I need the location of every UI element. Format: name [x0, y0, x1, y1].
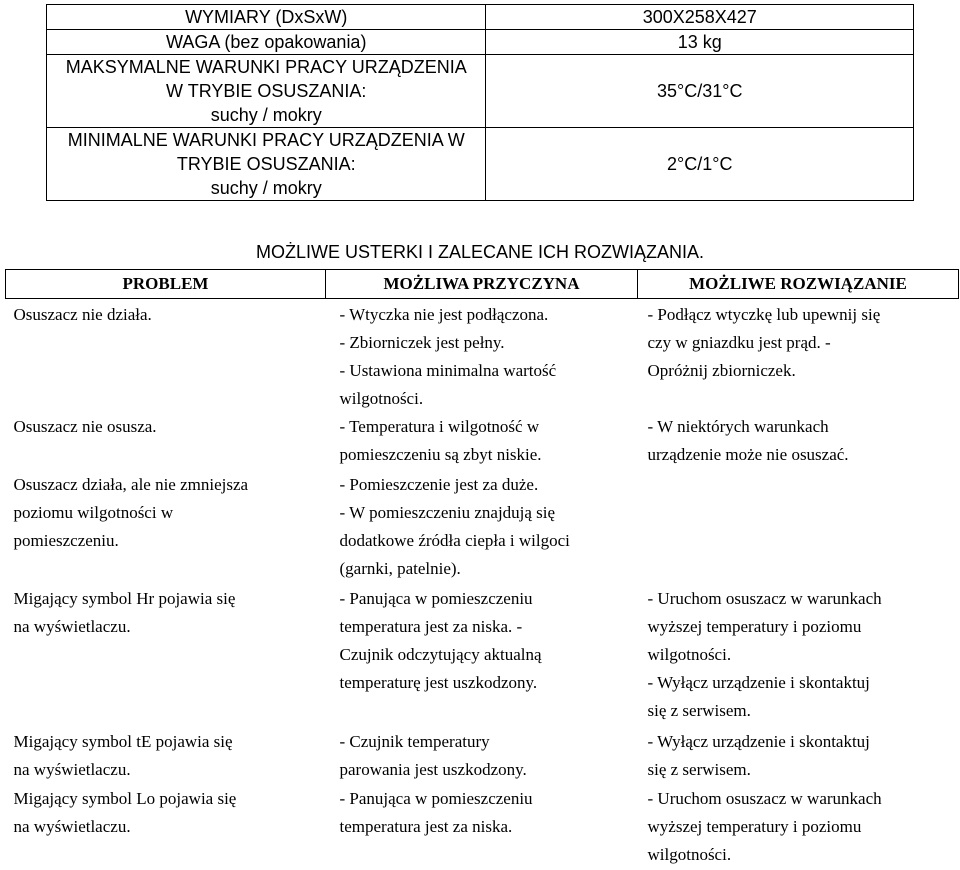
solution-cell: - Wyłącz urządzenie i skontaktuj się z serwisem. — [647, 732, 870, 779]
spec-label: WYMIARY (DxSxW) — [47, 5, 486, 30]
problem-cell: Osuszacz nie działa. — [13, 305, 152, 324]
cause-cell: - Panująca w pomieszczeniu temperatura jest za niska. — [339, 789, 533, 836]
problem-cell: Migający symbol Lo pojawia się na wyświetlaczu. — [13, 789, 237, 836]
problem-cell: Osuszacz nie osusza. — [13, 417, 157, 436]
solution-cell: - Uruchom osuszacz w warunkach wyższej temperatury i poziomu wilgotności. — [647, 789, 882, 864]
spec-label: MINIMALNE WARUNKI PRACY URZĄDZENIA W TRYBIE OSUSZANIA: suchy / mokry — [47, 128, 486, 201]
table-row — [6, 728, 959, 785]
spec-value: 13 kg — [486, 30, 914, 55]
troubleshooting-title: MOŻLIWE USTERKI I ZALECANE ICH ROZWIĄZANIA. — [255, 242, 705, 262]
spec-row — [47, 55, 914, 128]
spec-row — [47, 128, 914, 201]
spec-row — [47, 5, 914, 30]
table-header-row — [6, 270, 959, 299]
solution-cell: - W niektórych warunkach urządzenie może nie osuszać. — [647, 417, 849, 464]
cause-cell: - Temperatura i wilgotność w pomieszczeniu są zbyt niskie. — [339, 417, 542, 464]
problem-cell: Migający symbol Hr pojawia się na wyświetlaczu. — [13, 589, 236, 636]
spec-row — [47, 30, 914, 55]
table-row — [6, 785, 959, 869]
spec-label: MAKSYMALNE WARUNKI PRACY URZĄDZENIA W TRYBIE OSUSZANIA: suchy / mokry — [47, 55, 486, 128]
table-row — [6, 299, 959, 414]
troubleshooting-table — [5, 269, 959, 869]
header-problem: PROBLEM — [6, 270, 326, 299]
solution-cell — [638, 471, 959, 585]
table-row — [6, 471, 959, 585]
problem-cell: Migający symbol tE pojawia się na wyświetlaczu. — [13, 732, 233, 779]
cause-cell: - Czujnik temperatury parowania jest uszkodzony. — [339, 732, 527, 779]
table-row — [6, 585, 959, 728]
spec-value: 35°C/31°C — [486, 55, 914, 128]
specifications-table — [46, 4, 914, 201]
header-solution: MOŻLIWE ROZWIĄZANIE — [638, 270, 959, 299]
solution-cell: - Uruchom osuszacz w warunkach wyższej temperatury i poziomu wilgotności. - Wyłącz urządzenie i skontaktuj się z serwisem. — [647, 589, 882, 720]
spec-value: 300X258X427 — [486, 5, 914, 30]
cause-cell: - Pomieszczenie jest za duże. - W pomieszczeniu znajdują się dodatkowe źródła ciepła i wilgoci (garnki, patelnie). — [339, 475, 570, 578]
header-cause: MOŻLIWA PRZYCZYNA — [326, 270, 638, 299]
cause-cell: - Wtyczka nie jest podłączona. - Zbiorniczek jest pełny. - Ustawiona minimalna wartość wilgotności. — [339, 305, 557, 408]
cause-cell: - Panująca w pomieszczeniu temperatura jest za niska. - Czujnik odczytujący aktualną temperaturę jest uszkodzony. — [339, 589, 542, 692]
solution-cell: - Podłącz wtyczkę lub upewnij się czy w gniazdku jest prąd. - Opróżnij zbiorniczek. — [647, 305, 881, 380]
table-row — [6, 413, 959, 471]
problem-cell: Osuszacz działa, ale nie zmniejsza poziomu wilgotności w pomieszczeniu. — [13, 475, 249, 550]
spec-label: WAGA (bez opakowania) — [47, 30, 486, 55]
spec-value: 2°C/1°C — [486, 128, 914, 201]
